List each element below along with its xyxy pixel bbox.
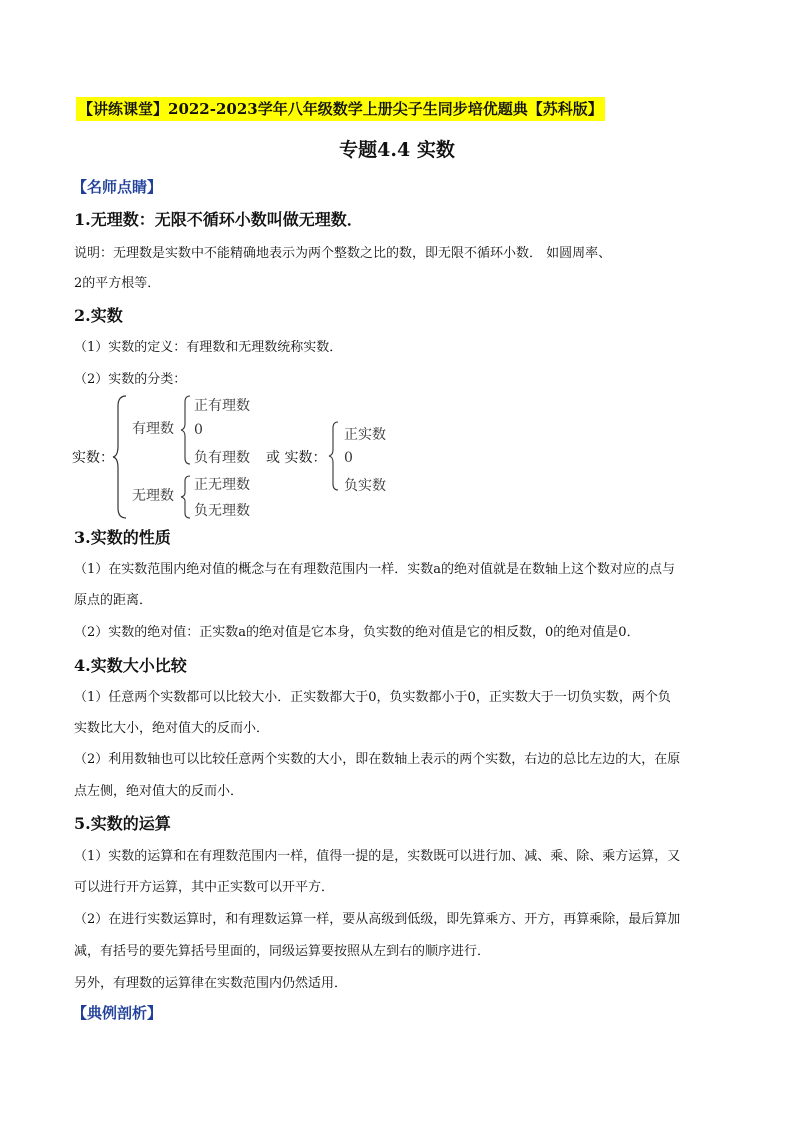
big-brace-icon <box>112 394 128 520</box>
heading-compare: 4.实数大小比较 <box>74 656 187 675</box>
irrational-brace-icon <box>180 474 192 520</box>
text-s3-p1b: 原点的距离． <box>74 593 153 608</box>
heading-real: 2.实数 <box>74 306 123 325</box>
section-label-examples: 【典例剖析】 <box>72 1004 163 1022</box>
heading-irrational: 1.无理数：无限不循环小数叫做无理数． <box>74 210 363 229</box>
rational-brace-icon <box>180 394 192 466</box>
text-s5-p3: 另外，有理数的运算律在实数范围内仍然适用． <box>74 976 348 991</box>
heading-properties: 3.实数的性质 <box>74 528 171 547</box>
text-s4-p1b: 实数比大小，绝对值大的反而小． <box>74 721 270 736</box>
cls-pos-real: 正实数 <box>344 427 386 443</box>
text-s4-p2b: 点左侧，绝对值大的反而小． <box>74 784 244 799</box>
cls-pos-rational: 正有理数 <box>194 398 250 414</box>
text-s5-p2a: （2）在进行实数运算时，和有理数运算一样，要从高级到低级，即先算乘方、开方，再算乘除，最后算加 <box>74 912 681 927</box>
cls-root: 实数： <box>72 450 114 466</box>
cls-zero2: 0 <box>344 450 353 466</box>
text-s5-p2b: 减，有括号的要先算括号里面的，同级运算要按照从左到右的顺序进行． <box>74 944 491 959</box>
text-def: （1）实数的定义：有理数和无理数统称实数． <box>74 340 343 355</box>
text-s4-p1a: （1）任意两个实数都可以比较大小．正实数都大于0，负实数都小于0，正实数大于一切负实数，两个负 <box>74 690 671 705</box>
cls-neg-irrational: 负无理数 <box>194 503 250 519</box>
page-title: 专题4.4 实数 <box>339 139 455 161</box>
text-note1: 说明：无理数是实数中不能精确地表示为两个整数之比的数，即无限不循环小数． 如圆周率、 <box>74 246 612 261</box>
cls-neg-real: 负实数 <box>344 478 386 494</box>
text-s3-p2: （2）实数的绝对值：正实数a的绝对值是它本身，负实数的绝对值是它的相反数，0的绝对值是0． <box>74 625 640 640</box>
cls-or-label: 或 实数： <box>266 450 327 466</box>
text-s5-p1b: 可以进行开方运算，其中正实数可以开平方． <box>74 880 335 895</box>
text-note2: 2的平方根等． <box>74 276 161 291</box>
cls-zero: 0 <box>194 422 203 438</box>
heading-operations: 5.实数的运算 <box>74 814 171 833</box>
text-cls-intro: （2）实数的分类： <box>74 372 187 387</box>
text-s3-p1a: （1）在实数范围内绝对值的概念与在有理数范围内一样．实数a的绝对值就是在数轴上这个数对应的点与 <box>74 562 676 577</box>
section-label-tips: 【名师点睛】 <box>72 178 163 196</box>
cls-neg-rational: 负有理数 <box>194 450 250 466</box>
cls-rational: 有理数 <box>132 421 174 437</box>
cls-irrational: 无理数 <box>132 488 174 504</box>
text-s5-p1a: （1）实数的运算和在有理数范围内一样，值得一提的是，实数既可以进行加、减、乘、除、乘方运算，又 <box>74 849 681 864</box>
cls-pos-irrational: 正无理数 <box>194 477 250 493</box>
text-s4-p2a: （2）利用数轴也可以比较任意两个实数的大小，即在数轴上表示的两个实数，右边的总比左边的大，在原 <box>74 752 681 767</box>
real-brace-icon <box>328 420 340 492</box>
banner: 【讲练课堂】2022-2023学年八年级数学上册尖子生同步培优题典【苏科版】 <box>76 97 605 121</box>
